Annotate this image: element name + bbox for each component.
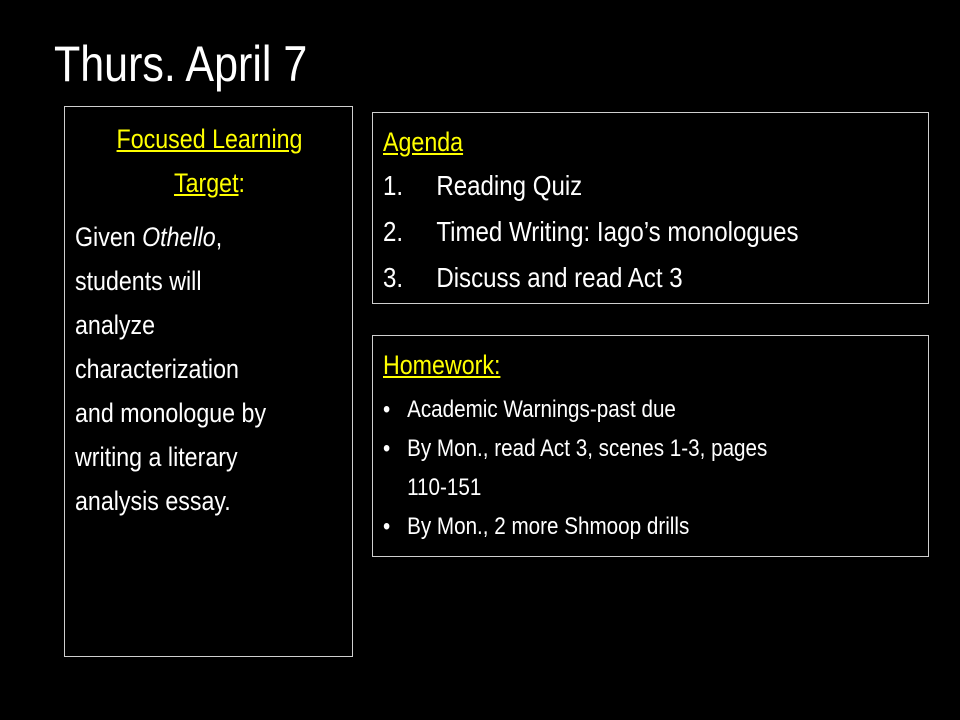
agenda-item [383,169,582,203]
bullet-icon: • [383,513,391,540]
agenda-item-number: 1. [383,170,404,201]
learning-target-heading-line1: Focused Learning [116,124,303,154]
homework-item [383,509,689,545]
target-body-line: writing a literary [75,442,238,472]
target-body-title: Othello [142,222,216,252]
learning-target-heading-word: Target [173,168,239,198]
agenda-item-number: 2. [383,216,404,247]
learning-target-heading [65,117,354,205]
agenda-item-text: Reading Quiz [436,170,583,201]
homework-item-continuation [383,470,481,506]
agenda-item-text: Discuss and read Act 3 [436,262,683,293]
learning-target-body [75,215,297,523]
agenda-box [372,112,929,304]
agenda-item-text: Timed Writing: Iago’s monologues [436,216,799,247]
target-body-line: and monologue by [75,398,267,428]
agenda-heading: Agenda [383,127,464,157]
homework-box [372,335,929,557]
agenda-item [383,215,799,249]
target-body-line: students will [75,266,202,296]
bullet-icon: • [383,396,391,423]
homework-item [383,431,767,467]
target-body-line: characterization [75,354,239,384]
learning-target-heading-colon: : [238,168,246,198]
target-body-comma: , [215,222,223,252]
bullet-icon: • [383,435,391,462]
target-body-given: Given [75,222,143,252]
agenda-item [383,261,683,295]
homework-item-text: By Mon., 2 more Shmoop drills [407,513,690,540]
slide-title: Thurs. April 7 [54,36,308,92]
target-body-line: analysis essay. [75,486,231,516]
learning-target-box [64,106,353,657]
homework-item-text: 110-151 [407,474,482,501]
homework-item-text: By Mon., read Act 3, scenes 1-3, pages [407,435,768,462]
target-body-line: analyze [75,310,156,340]
homework-heading: Homework: [383,350,501,380]
agenda-item-number: 3. [383,262,404,293]
homework-item-text: Academic Warnings-past due [407,396,676,423]
homework-item [383,392,676,428]
